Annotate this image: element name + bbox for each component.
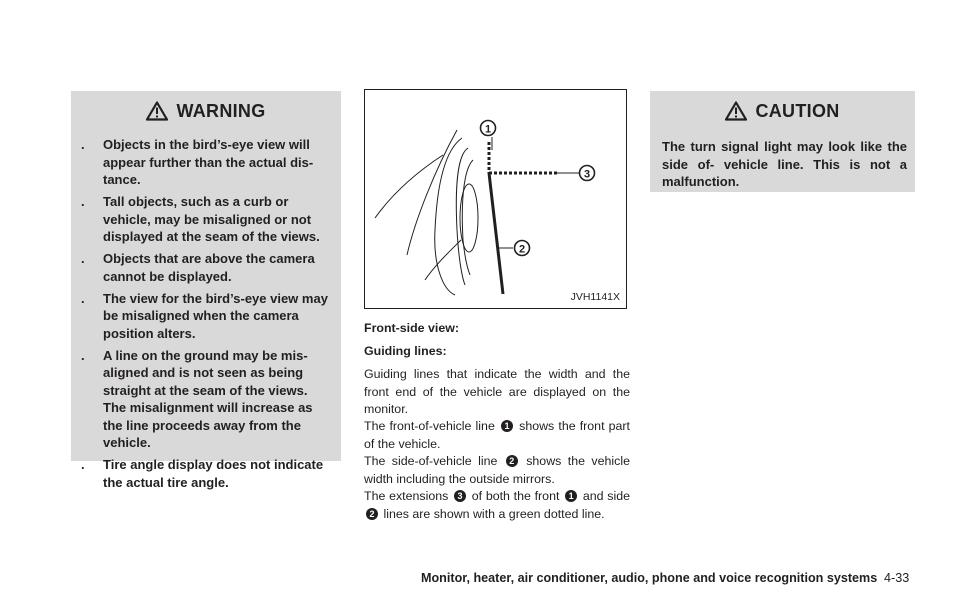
warning-box: [71, 91, 341, 490]
warning-title: WARNING: [176, 100, 266, 121]
callout-1-badge-icon: 1: [565, 490, 577, 502]
callout-2-icon: [515, 241, 530, 256]
vehicle-guiding-lines-illustration: [365, 90, 625, 307]
warning-item: [79, 347, 333, 452]
warning-item: [79, 193, 333, 246]
callout-3-badge-icon: 3: [454, 490, 466, 502]
bullet: .: [81, 137, 85, 152]
caution-box: [650, 91, 915, 192]
warning-item-text: A line on the ground may be mis-aligned and is not seen as being straight at the seam of the views. The misalignment will increase as the line proceeds away from the vehicle.: [103, 347, 313, 451]
caution-header: [650, 91, 915, 131]
para4-text-a: The extensions: [364, 489, 449, 503]
warning-item: [79, 290, 333, 343]
para2-text-a: The front-of-vehicle line: [364, 419, 495, 433]
bullet: .: [81, 251, 85, 267]
page-number: 4-33: [884, 571, 910, 585]
side-of-vehicle-line: [489, 173, 503, 294]
paragraph-front-line: [364, 418, 630, 453]
warning-item: [79, 456, 333, 491]
para4-text-d: lines are shown with a green dotted line.: [383, 506, 605, 521]
callout-2-badge-icon: 2: [506, 455, 518, 467]
warning-item-text: Objects in the bird’s-eye view will appear further than the actual dis-tance.: [103, 137, 314, 187]
para3-text-a: The side-of-vehicle line: [364, 454, 498, 468]
para2-text-b: shows the front part of the vehicle.: [364, 419, 630, 451]
caution-text: The turn signal light may look like the side of- vehicle line. This is not a malfunction.: [662, 139, 907, 189]
heading-guiding-lines: Guiding lines:: [364, 344, 447, 358]
warning-item-text: Tall objects, such as a curb or vehicle, may be misaligned or not displayed at the seam of the views.: [103, 194, 320, 245]
warning-item-text: Tire angle display does not indicate the actual tire angle.: [103, 457, 324, 490]
warning-item-text: The view for the bird’s-eye view may be misaligned when the camera position alters.: [103, 290, 328, 341]
warning-item-text: Objects that are above the camera cannot be displayed.: [103, 251, 315, 284]
warning-list: [79, 136, 333, 496]
paragraph-side-line: [364, 453, 630, 488]
callout-1-badge-icon: 1: [501, 420, 513, 432]
paragraph-extensions: [364, 488, 630, 523]
para4-text-b: of both the front: [471, 489, 560, 503]
footer-section-title: Monitor, heater, air conditioner, audio, phone and voice recognition systems: [421, 571, 878, 585]
callout-1-icon: [481, 121, 496, 136]
warning-triangle-icon: [146, 101, 168, 121]
vehicle-outline: [375, 130, 478, 295]
callout-3-label: 3: [583, 168, 591, 181]
warning-item: [79, 250, 333, 285]
paragraph-guiding-lines: Guiding lines that indicate the width and the front end of the vehicle are displayed on the monitor.: [364, 367, 630, 416]
figure-code: JVH1141X: [570, 291, 620, 303]
bullet: .: [81, 290, 85, 306]
para3-text-b: shows the vehicle width including the outside mirrors.: [364, 454, 630, 486]
warning-item: [79, 136, 333, 189]
guiding-lines-figure: [364, 89, 627, 309]
warning-header: [71, 91, 341, 131]
callout-3-icon: [580, 166, 595, 181]
callout-2-badge-icon: 2: [366, 508, 378, 520]
caution-title: CAUTION: [755, 100, 840, 121]
bullet: .: [81, 347, 85, 363]
para4-text-c: and side: [582, 489, 631, 503]
callout-2-label: 2: [518, 243, 526, 256]
callout-1-label: 1: [484, 123, 492, 136]
caution-triangle-icon: [725, 101, 747, 121]
heading-front-side-view: Front-side view:: [364, 321, 460, 335]
bullet: .: [81, 457, 85, 473]
bullet: .: [81, 194, 85, 210]
